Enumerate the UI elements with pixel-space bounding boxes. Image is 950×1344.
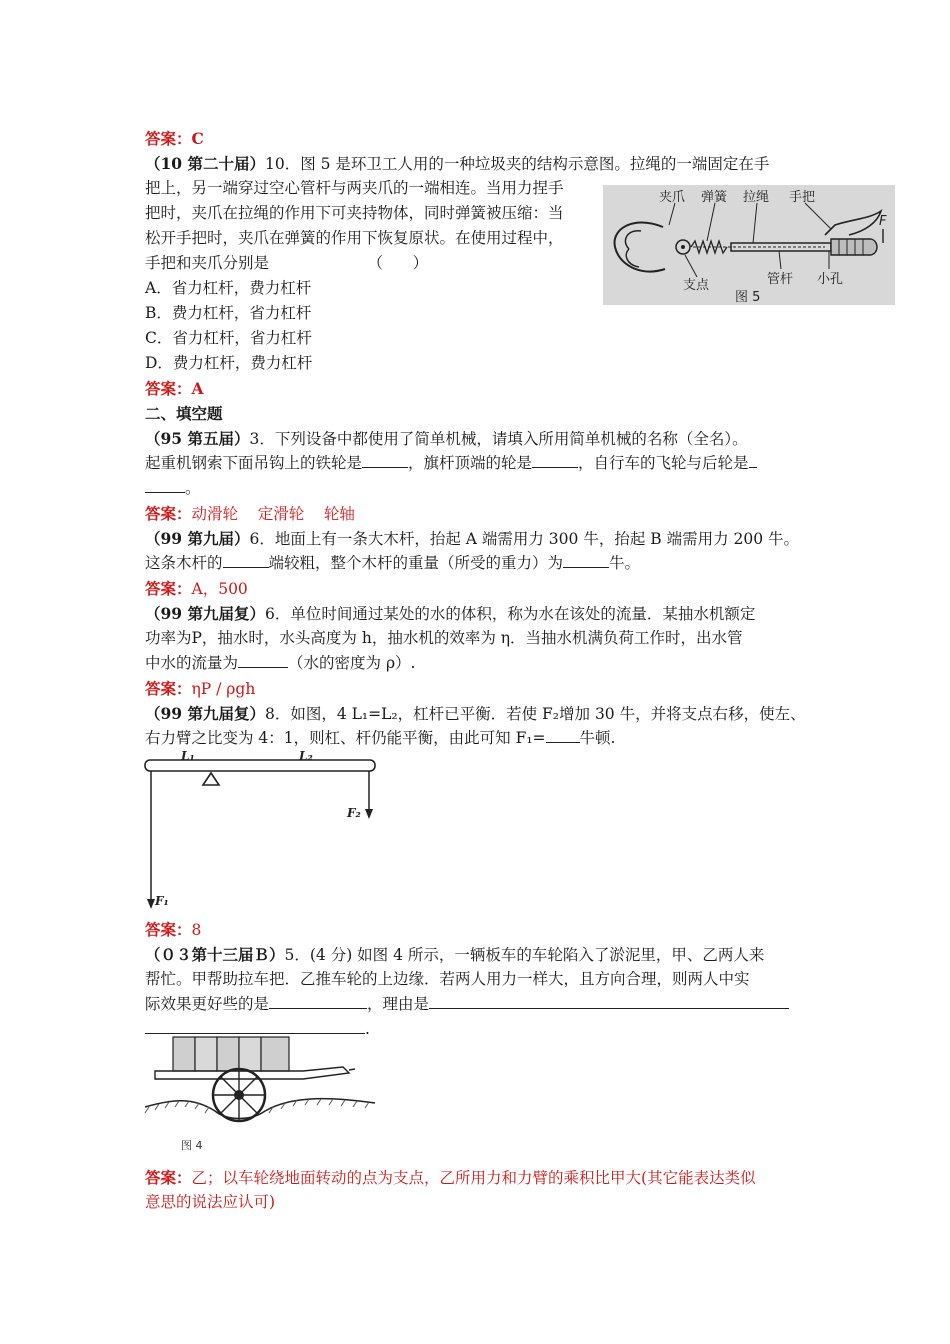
question-8-line-2 bbox=[145, 726, 615, 751]
question-6b-line-1 bbox=[145, 601, 755, 627]
claw-outline bbox=[615, 223, 665, 272]
blank bbox=[429, 993, 789, 1009]
answer-value: 动滑轮 定滑轮 轮轴 bbox=[191, 505, 355, 523]
label-tube: 管杆 bbox=[767, 272, 794, 287]
label-f2: F₂ bbox=[347, 806, 361, 820]
answer-q5-line-1 bbox=[145, 1165, 756, 1191]
blank bbox=[269, 993, 367, 1009]
question-6b-line-3 bbox=[145, 651, 415, 676]
answer-q6 bbox=[145, 576, 248, 602]
blank bbox=[362, 452, 408, 468]
answer-q8 bbox=[145, 917, 201, 943]
blank bbox=[532, 452, 578, 468]
fulcrum-icon bbox=[203, 773, 219, 785]
question-10-line-3: 把时，夹爪在拉绳的作用下可夹持物体，同时弹簧被压缩：当 bbox=[145, 204, 564, 222]
question-3-line-2 bbox=[145, 451, 757, 476]
question-source: （99 第九届） bbox=[145, 529, 250, 548]
blank bbox=[749, 452, 757, 468]
question-text: 5．(4 分) 如图 4 所示，一辆板车的车轮陷入了淤泥里，甲、乙两人来 bbox=[284, 946, 765, 964]
text: 这条木杆的 bbox=[145, 554, 223, 572]
cart-handle bbox=[349, 1069, 355, 1070]
cart-diagram bbox=[143, 1033, 379, 1153]
text: ，自行车的飞轮与后轮是 bbox=[578, 454, 749, 472]
f2-arrowhead bbox=[365, 809, 373, 819]
question-source: （99 第九届复） bbox=[145, 604, 265, 623]
label-l2: L₂ bbox=[299, 749, 313, 763]
blank bbox=[238, 652, 288, 668]
question-10-line-5: 手把和夹爪分别是 （ ） bbox=[145, 254, 429, 272]
label-claw: 夹爪 bbox=[659, 190, 686, 205]
answer-label: 答案： bbox=[145, 1168, 192, 1187]
answer-q3 bbox=[145, 501, 355, 527]
label-f1: F₁ bbox=[155, 894, 169, 908]
question-source: （95 第五届） bbox=[145, 429, 250, 448]
text: 。 bbox=[185, 479, 201, 497]
handle-lever bbox=[825, 211, 881, 235]
question-text: 8．如图，4 L₁=L₂，杠杆已平衡．若使 F₂增加 30 牛，并将支点右移，使左、 bbox=[264, 705, 806, 723]
question-10-line-2: 把上，另一端穿过空心管杆与两夹爪的一端相连。当用力捏手 bbox=[145, 179, 564, 197]
f1-arrowhead bbox=[147, 899, 155, 909]
question-text: 6．单位时间通过某处的水的体积，称为水在该处的流量．某抽水机额定 bbox=[264, 605, 756, 623]
label-l1: L₁ bbox=[181, 749, 195, 763]
label-rope: 拉绳 bbox=[743, 190, 770, 205]
question-10-line-4: 松开手把时，夹爪在弹簧的作用下恢复原状。在使用过程中， bbox=[145, 229, 564, 247]
cargo-box bbox=[173, 1037, 195, 1071]
question-5-line-1 bbox=[145, 942, 764, 968]
question-3-line-3 bbox=[145, 476, 201, 501]
blank bbox=[145, 1018, 365, 1034]
cargo-box bbox=[217, 1037, 239, 1071]
answer-previous: 答案：C bbox=[145, 129, 204, 148]
blank bbox=[223, 552, 269, 568]
answer-label: 答案： bbox=[145, 679, 192, 698]
text: 际效果更好些的是 bbox=[145, 995, 270, 1013]
text: （水的密度为 ρ）. bbox=[288, 654, 416, 672]
question-text: 3．下列设备中都使用了简单机械，请填入所用简单机械的名称（全名）。 bbox=[249, 430, 748, 448]
text: . bbox=[365, 1020, 370, 1038]
question-10-line-1 bbox=[145, 151, 769, 177]
label-fulcrum: 支点 bbox=[683, 278, 710, 293]
answer-label: 答案： bbox=[145, 504, 192, 523]
question-5-line-2: 帮忙。甲帮助拉车把．乙推车轮的上边缘．若两人用力一样大，且方向合理，则两人中实 bbox=[145, 970, 750, 988]
text: 端较粗，整个木杆的重量（所受的重力）为 bbox=[268, 554, 564, 572]
label-spring: 弹簧 bbox=[701, 190, 728, 205]
text: ，理由是 bbox=[367, 995, 430, 1013]
question-3-line-1 bbox=[145, 426, 748, 452]
question-text: 6．地面上有一条大木杆，抬起 A 端需用力 300 牛，抬起 B 端需用力 200 牛。 bbox=[249, 530, 800, 548]
lever-diagram bbox=[143, 749, 379, 917]
answer-value: 8 bbox=[191, 921, 202, 939]
question-8-line-1 bbox=[145, 701, 806, 727]
question-6-line-2 bbox=[145, 551, 640, 576]
label-force: F bbox=[879, 214, 887, 229]
question-text: 10．图 5 是环卫工人用的一种垃圾夹的结构示意图。拉绳的一端固定在手 bbox=[264, 155, 770, 173]
litter-picker-diagram bbox=[603, 185, 895, 305]
question-source: （10 第二十届） bbox=[145, 154, 265, 173]
figure-4-caption: 图 4 bbox=[181, 1139, 203, 1152]
answer-q6b bbox=[145, 676, 255, 702]
answer-q5-line-2: 意思的说法应认可) bbox=[145, 1193, 276, 1211]
ground-hatching bbox=[145, 1099, 369, 1113]
lever-bar bbox=[145, 760, 375, 771]
text: ，旗杆顶端的轮是 bbox=[408, 454, 533, 472]
figure-caption: 图 5 bbox=[735, 290, 761, 305]
text: 牛顿. bbox=[579, 729, 616, 747]
label-hole: 小孔 bbox=[817, 272, 844, 287]
question-6b-line-2: 功率为P，抽水时，水头高度为 h，抽水机的效率为 η．当抽水机满负荷工作时，出水管 bbox=[145, 629, 743, 647]
figure-4-cart bbox=[143, 1033, 379, 1153]
handle-grip bbox=[831, 239, 877, 255]
option-a: A．省力杠杆，费力杠杆 bbox=[145, 279, 312, 297]
label-handle: 手把 bbox=[789, 190, 816, 205]
text: 起重机钢索下面吊钩上的铁轮是 bbox=[145, 454, 363, 472]
answer-value: A，500 bbox=[191, 580, 248, 598]
answer-label: 答案： bbox=[145, 920, 192, 939]
question-source: （99 第九届复） bbox=[145, 704, 265, 723]
option-c: C．省力杠杆，省力杠杆 bbox=[145, 329, 312, 347]
answer-value: ηP / ρgh bbox=[191, 680, 256, 698]
question-6-line-1 bbox=[145, 526, 799, 552]
blank bbox=[546, 727, 580, 743]
figure-5-litter-picker bbox=[603, 185, 895, 305]
cargo-box bbox=[261, 1037, 289, 1071]
option-b: B．费力杠杆，省力杠杆 bbox=[145, 304, 312, 322]
question-5-line-3 bbox=[145, 992, 789, 1017]
answer-q10: 答案：A bbox=[145, 379, 204, 398]
text: 右力臂之比变为 4：1，则杠、杆仍能平衡，由此可知 F₁= bbox=[145, 729, 546, 747]
text: 牛。 bbox=[609, 554, 641, 572]
cargo-box bbox=[195, 1037, 217, 1071]
cargo-box bbox=[239, 1037, 261, 1071]
claw-upper-tip bbox=[625, 231, 641, 249]
figure-lever bbox=[143, 749, 379, 917]
text: 中水的流量为 bbox=[145, 654, 239, 672]
answer-value: 乙；以车轮绕地面转动的点为支点，乙所用力和力臂的乘积比甲大(其它能表达类似 bbox=[191, 1169, 756, 1187]
blank bbox=[145, 477, 185, 493]
option-d: D．费力杠杆，费力杠杆 bbox=[145, 354, 313, 372]
question-source: （０３第十三届Ｂ） bbox=[145, 945, 285, 964]
section-heading: 二、填空题 bbox=[145, 404, 223, 423]
blank bbox=[563, 552, 609, 568]
answer-label: 答案： bbox=[145, 579, 192, 598]
